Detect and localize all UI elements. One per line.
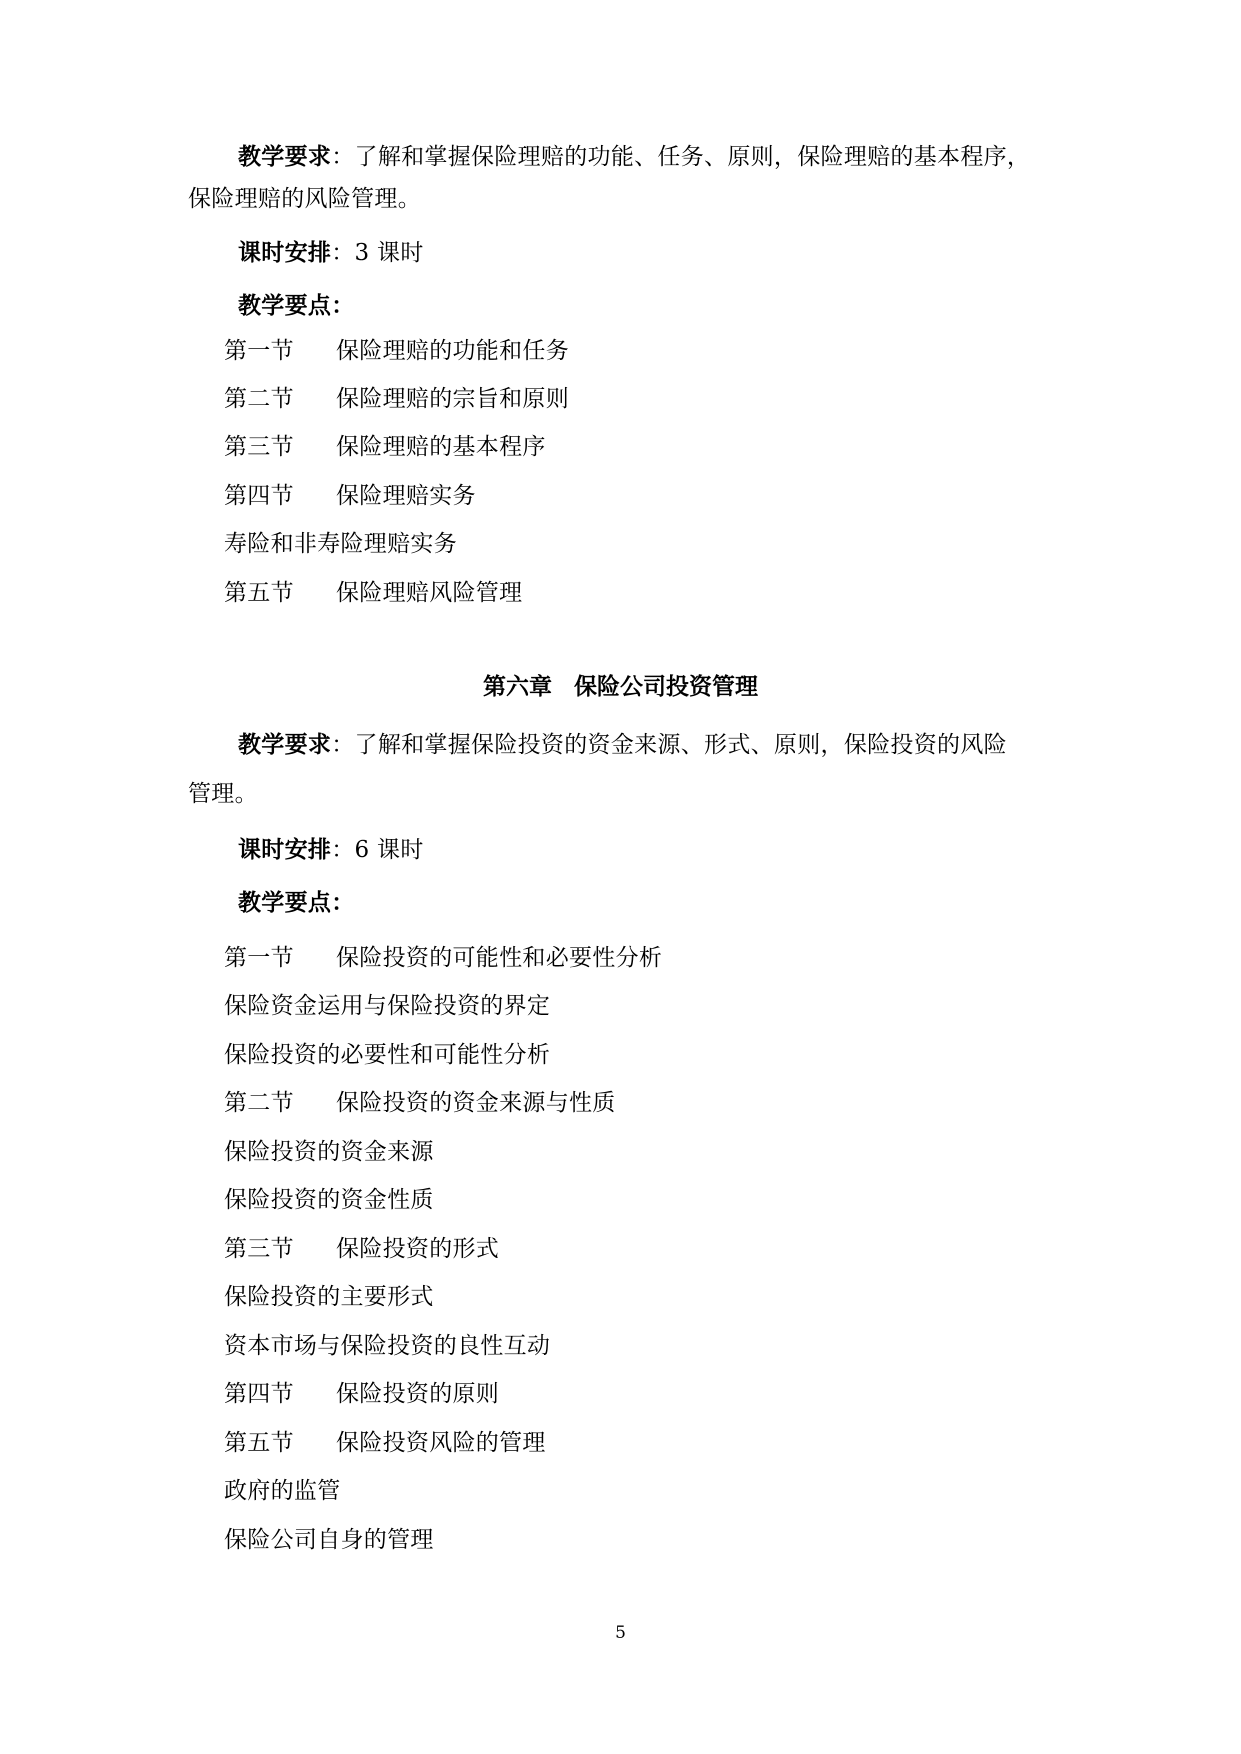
section-title: 保险投资的形式 — [336, 1236, 500, 1262]
teaching-requirements-text: 了解和掌握保险理赔的功能、任务、原则，保险理赔的基本程序， — [354, 144, 1031, 170]
chapter-number: 第六章 — [483, 674, 552, 700]
outline-item — [224, 1234, 499, 1264]
outline-subitem: 政府的监管 — [224, 1478, 341, 1504]
outline-item — [224, 1428, 546, 1458]
outline-item — [224, 1088, 616, 1118]
outline-item — [224, 432, 546, 462]
teaching-requirements-line2: 管理。 — [188, 781, 258, 807]
section-number: 第四节 — [224, 1381, 294, 1407]
section-title: 保险投资风险的管理 — [336, 1430, 546, 1456]
teaching-points-label: 教学要点： — [238, 890, 355, 916]
section-title: 保险理赔实务 — [336, 483, 476, 509]
teaching-requirements-line1: 教学要求：了解和掌握保险理赔的功能、任务、原则，保险理赔的基本程序， — [238, 144, 1031, 170]
class-hours-value: 3 课时 — [354, 240, 424, 266]
section-title: 保险理赔的基本程序 — [336, 434, 546, 460]
chapter-heading — [0, 672, 1241, 702]
outline-subitem: 保险投资的主要形式 — [224, 1284, 434, 1310]
teaching-requirements-line1: 教学要求：了解和掌握保险投资的资金来源、形式、原则，保险投资的风险 — [238, 732, 1007, 758]
outline-item — [224, 384, 569, 414]
class-hours: 课时安排：6 课时 — [238, 837, 424, 863]
outline-subitem: 保险投资的资金性质 — [224, 1187, 434, 1213]
teaching-requirements-label: 教学要求 — [238, 144, 332, 170]
outline-subitem: 保险投资的资金来源 — [224, 1139, 434, 1165]
section-number: 第二节 — [224, 386, 294, 412]
outline-subitem: 保险公司自身的管理 — [224, 1527, 434, 1553]
teaching-requirements-text: 了解和掌握保险投资的资金来源、形式、原则，保险投资的风险 — [354, 732, 1007, 758]
outline-subitem: 保险投资的必要性和可能性分析 — [224, 1042, 551, 1068]
outline-subitem: 寿险和非寿险理赔实务 — [224, 531, 457, 557]
teaching-requirements-line2: 保险理赔的风险管理。 — [188, 186, 421, 212]
outline-item — [224, 578, 522, 608]
outline-item — [224, 943, 662, 973]
section-number: 第五节 — [224, 1430, 294, 1456]
outline-item — [224, 1379, 499, 1409]
teaching-points-label: 教学要点： — [238, 293, 355, 319]
section-number: 第二节 — [224, 1090, 294, 1116]
class-hours-label: 课时安排 — [238, 837, 332, 863]
section-number: 第三节 — [224, 434, 294, 460]
section-number: 第一节 — [224, 945, 294, 971]
section-title: 保险理赔风险管理 — [336, 580, 523, 606]
outline-subitem: 资本市场与保险投资的良性互动 — [224, 1333, 551, 1359]
outline-item — [224, 481, 476, 511]
section-title: 保险理赔的宗旨和原则 — [336, 386, 569, 412]
class-hours-label: 课时安排 — [238, 240, 332, 266]
page-number: 5 — [615, 1623, 626, 1643]
outline-item — [224, 336, 569, 366]
section-number: 第五节 — [224, 580, 294, 606]
class-hours: 课时安排：3 课时 — [238, 240, 424, 266]
section-title: 保险理赔的功能和任务 — [336, 338, 569, 364]
section-number: 第一节 — [224, 338, 294, 364]
teaching-requirements-label: 教学要求 — [238, 732, 332, 758]
section-number: 第三节 — [224, 1236, 294, 1262]
class-hours-value: 6 课时 — [354, 837, 424, 863]
chapter-title: 保险公司投资管理 — [574, 674, 758, 700]
section-title: 保险投资的原则 — [336, 1381, 500, 1407]
section-number: 第四节 — [224, 483, 294, 509]
section-title: 保险投资的资金来源与性质 — [336, 1090, 616, 1116]
outline-subitem: 保险资金运用与保险投资的界定 — [224, 993, 551, 1019]
section-title: 保险投资的可能性和必要性分析 — [336, 945, 663, 971]
